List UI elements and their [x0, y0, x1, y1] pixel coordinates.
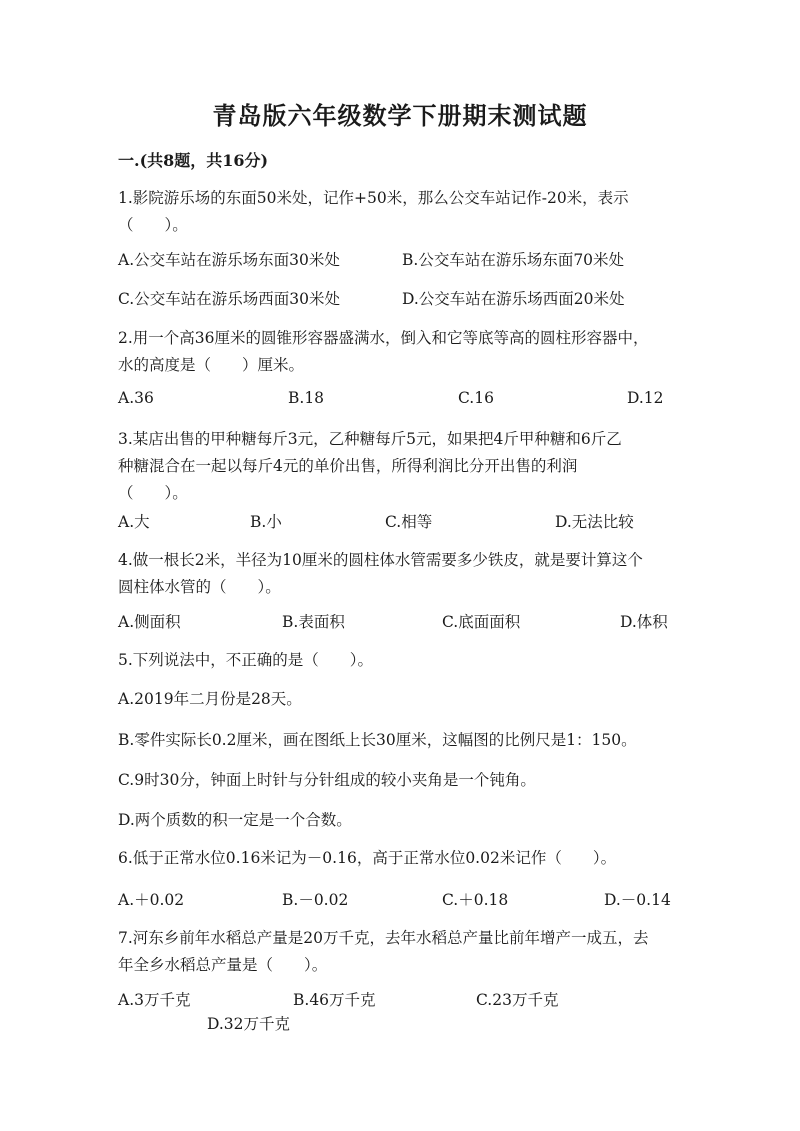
- option-d[interactable]: D.体积: [620, 613, 668, 631]
- option-a[interactable]: A.3万千克: [118, 991, 191, 1009]
- question-text-line: 圆柱体水管的（ ）。: [118, 578, 281, 596]
- option-d[interactable]: D.12: [627, 389, 664, 407]
- option-b[interactable]: B.公交车站在游乐场东面70米处: [402, 251, 625, 269]
- option-d[interactable]: D.32万千克: [207, 1015, 291, 1033]
- option-c[interactable]: C.底面面积: [442, 613, 521, 631]
- question-3: [118, 426, 684, 507]
- question-4: [118, 547, 684, 601]
- question-text-line: 种糖混合在一起以每斤4元的单价出售，所得利润比分开出售的利润: [118, 457, 578, 475]
- option-b[interactable]: B.零件实际长0.2厘米，画在图纸上长30厘米，这幅图的比例尺是1：150。: [118, 731, 637, 749]
- question-text-line: 7.河东乡前年水稻总产量是20万千克，去年水稻总产量比前年增产一成五，去: [118, 929, 649, 947]
- question-text-line: 1.影院游乐场的东面50米处，记作+50米，那么公交车站记作-20米，表示: [118, 189, 629, 207]
- option-a[interactable]: A.侧面积: [118, 613, 181, 631]
- option-c[interactable]: C.公交车站在游乐场西面30米处: [118, 290, 340, 308]
- option-a[interactable]: A.＋0.02: [118, 891, 185, 909]
- option-c[interactable]: C.23万千克: [476, 991, 559, 1009]
- option-b[interactable]: B.46万千克: [293, 991, 376, 1009]
- question-text-line: 4.做一根长2米，半径为10厘米的圆柱体水管需要多少铁皮，就是要计算这个: [118, 551, 643, 569]
- option-c[interactable]: C.16: [458, 389, 494, 407]
- option-a[interactable]: A.36: [118, 389, 154, 407]
- question-text-line: 2.用一个高36厘米的圆锥形容器盛满水，倒入和它等底等高的圆柱形容器中，: [118, 329, 649, 347]
- question-text-line: 3.某店出售的甲种糖每斤3元，乙种糖每斤5元，如果把4斤甲种糖和6斤乙: [118, 430, 622, 448]
- option-d[interactable]: D.无法比较: [555, 513, 634, 531]
- question-2: [118, 325, 684, 379]
- question-text-line: 6.低于正常水位0.16米记为－0.16，高于正常水位0.02米记作（ ）。: [118, 849, 617, 867]
- option-d[interactable]: D.－0.14: [604, 891, 671, 909]
- page-title: 青岛版六年级数学下册期末测试题: [212, 101, 588, 130]
- option-a[interactable]: A.2019年二月份是28天。: [118, 690, 302, 708]
- option-c[interactable]: C.＋0.18: [442, 891, 509, 909]
- option-a[interactable]: A.公交车站在游乐场东面30米处: [118, 251, 340, 269]
- option-b[interactable]: B.18: [288, 389, 325, 407]
- question-7: [118, 925, 684, 979]
- question-text-line: 5.下列说法中，不正确的是（ ）。: [118, 651, 374, 669]
- question-6: [118, 845, 684, 872]
- question-text-line: （ ）。: [118, 484, 188, 502]
- option-d[interactable]: D.两个质数的积一定是一个合数。: [118, 811, 352, 829]
- question-5: [118, 647, 684, 674]
- option-c[interactable]: C.相等: [385, 513, 433, 531]
- option-b[interactable]: B.表面积: [282, 613, 345, 631]
- question-text-line: 年全乡水稻总产量是（ ）。: [118, 956, 328, 974]
- option-a[interactable]: A.大: [118, 513, 150, 531]
- question-text-line: 水的高度是（ ）厘米。: [118, 356, 305, 374]
- option-b[interactable]: B.小: [250, 513, 282, 531]
- section-heading: 一.(共8题，共16分): [118, 151, 269, 170]
- option-c[interactable]: C.9时30分，钟面上时针与分针组成的较小夹角是一个钝角。: [118, 771, 536, 789]
- question-text-line: （ ）。: [118, 216, 188, 234]
- option-d[interactable]: D.公交车站在游乐场西面20米处: [402, 290, 625, 308]
- question-1: [118, 185, 684, 239]
- option-b[interactable]: B.－0.02: [282, 891, 349, 909]
